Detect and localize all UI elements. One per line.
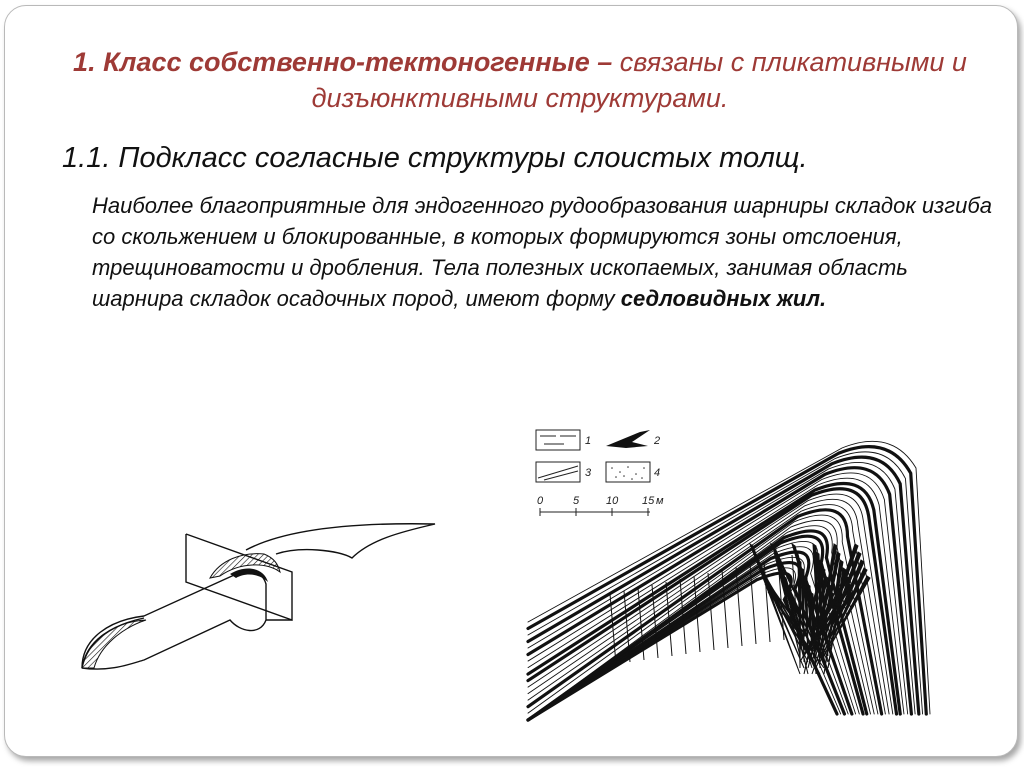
scale-unit: м (656, 495, 664, 507)
body-main: Наиболее благоприятные для эндогенного рудообразования шарниры складок изгиба со скольжением и блокированные, в которых формируются зоны отслоения, трещиноватости и дробления. Тела полезных ископаемых, занимая область шарнира складок осадочных пород, имеют форму (92, 193, 992, 311)
legend-label-2: 2 (654, 435, 661, 447)
legend-label-4: 4 (654, 467, 661, 479)
fracture-line (764, 561, 770, 642)
slide-subtitle: 1.1. Подкласс согласные структуры слоистых толщ. (62, 142, 808, 174)
legend-label-3: 3 (585, 467, 592, 479)
body-paragraph (92, 190, 992, 314)
scale-tick-10: 10 (606, 495, 619, 507)
legend-label-1: 1 (585, 435, 592, 447)
scale-tick-5: 5 (573, 495, 580, 507)
scale-tick-0: 0 (537, 495, 544, 507)
slide-title (60, 44, 980, 116)
title-bold: 1. Класс собственно-тектоногенные – (73, 47, 613, 77)
title-rest: связаны с пликативными и дизъюнктивными структурами. (311, 47, 967, 113)
saddle-reef-sketch (70, 510, 450, 680)
scale-tick-15: 15 (642, 495, 655, 507)
body-bold-term: седловидных жил. (620, 286, 827, 311)
fold-section-drawing (520, 424, 960, 724)
